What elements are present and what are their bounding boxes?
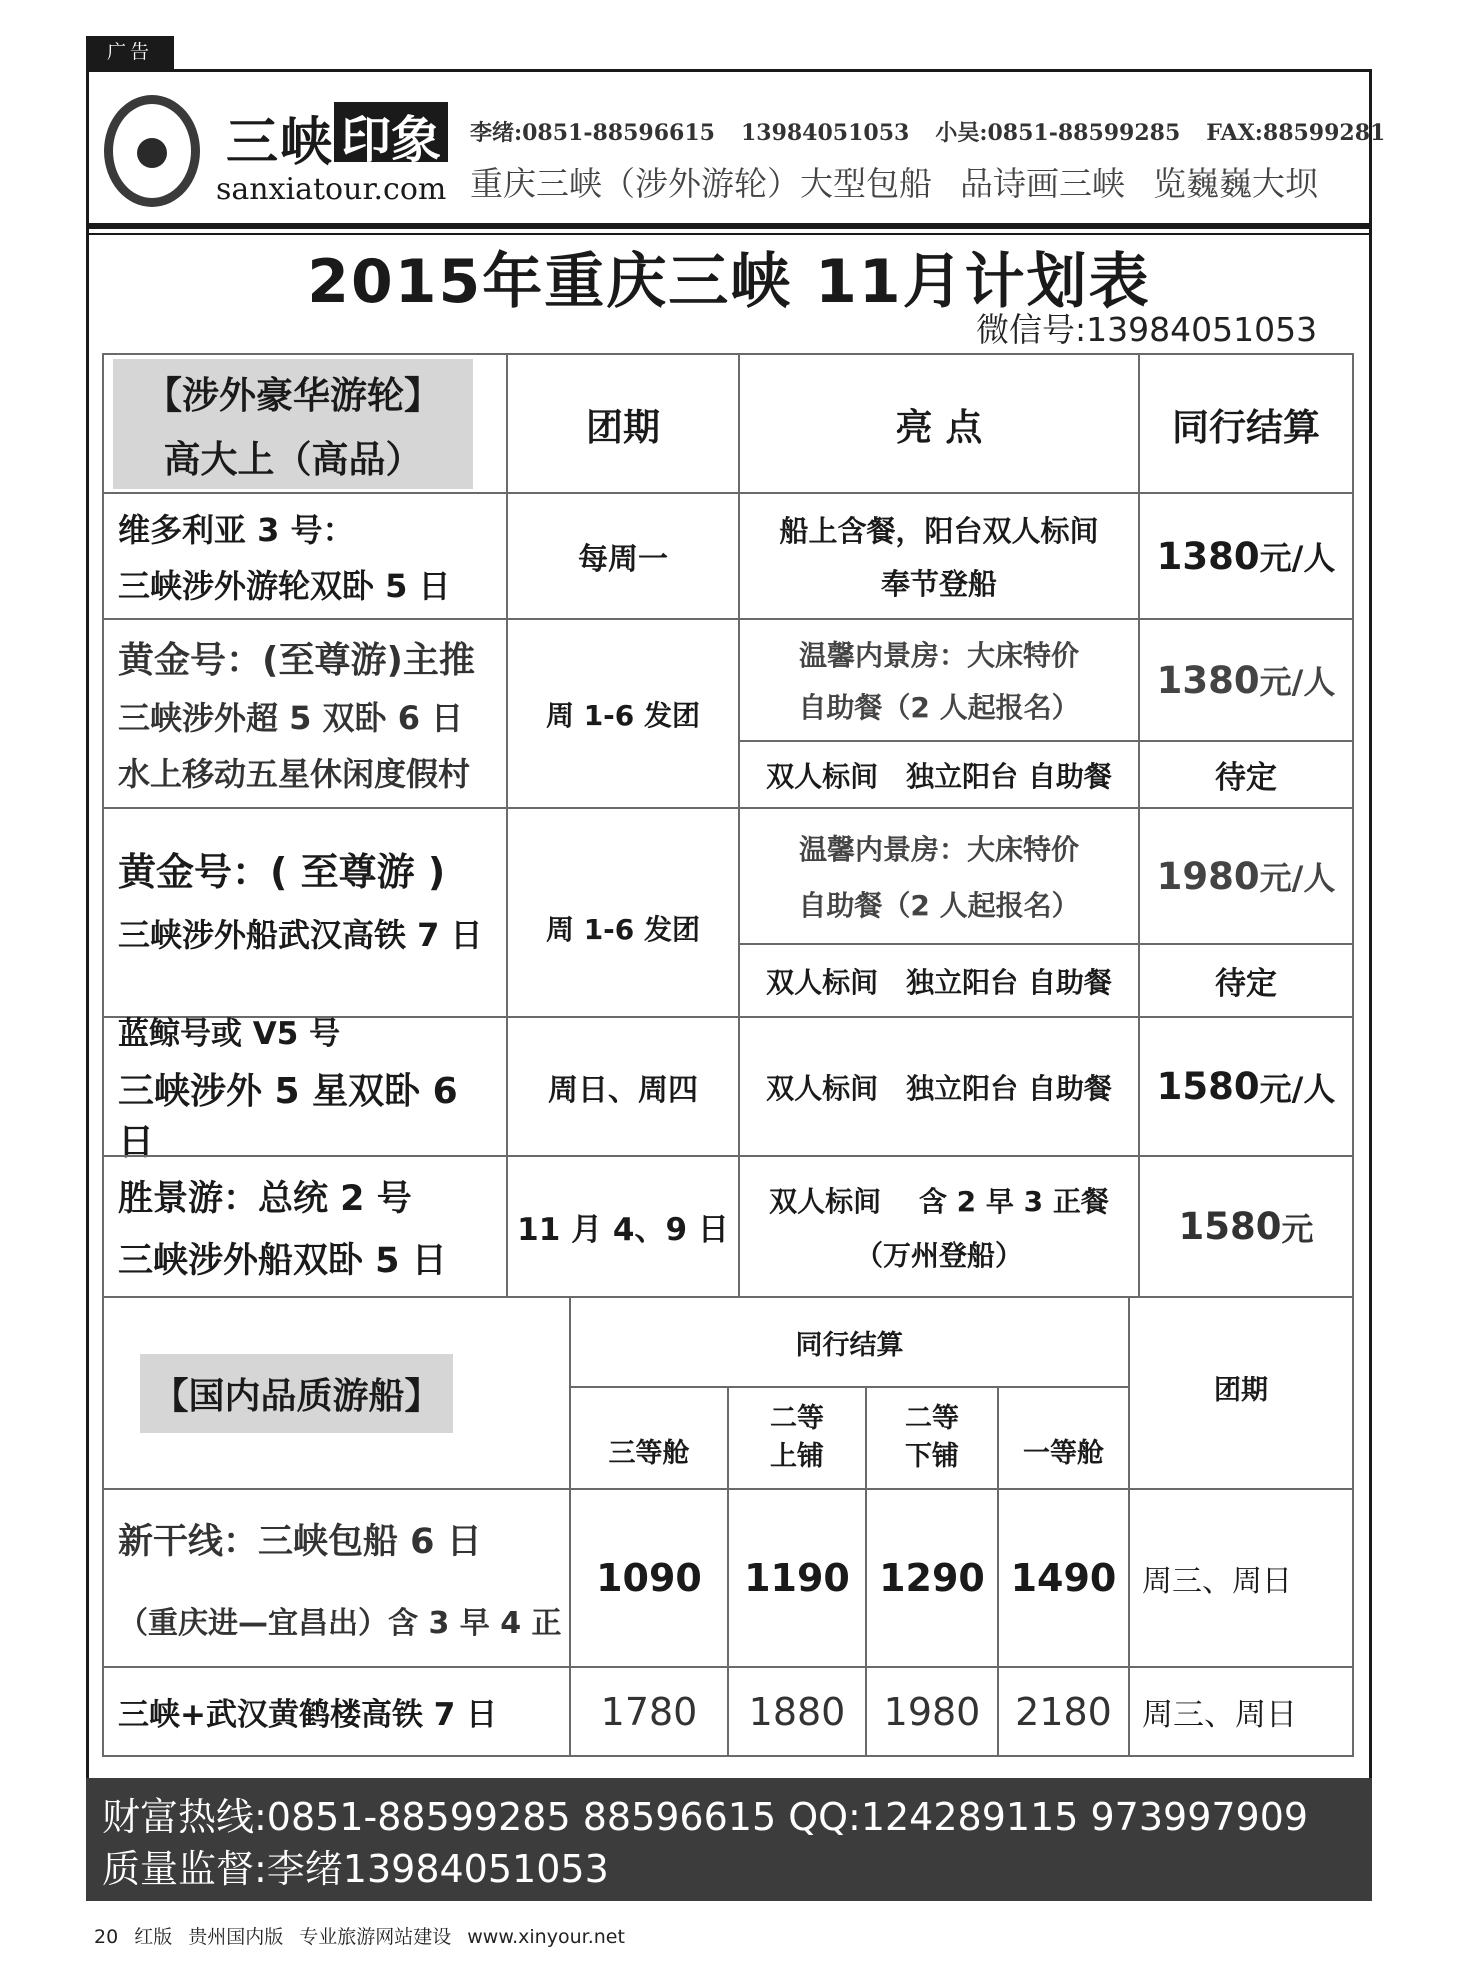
logo-url[interactable]: sanxiatour.com [216,172,447,207]
price-value: 1980 [1156,854,1260,898]
sub-price-cell: 待定 [1138,943,1354,1018]
slogan-item: 重庆三峡（涉外游轮）大型包船 [470,164,932,203]
contact-item: 小吴:0851-88599285 [935,120,1181,146]
contact-line [470,116,1411,147]
highlights-cell [738,1155,1140,1298]
page-number: 20 [94,1926,119,1948]
price-cell [1138,492,1354,620]
price-cell [1138,618,1354,742]
price-cell: 1880 [727,1666,867,1757]
route-name: 新干线：三峡包船 6 日 [118,1522,482,1562]
price-cell: 1980 [865,1666,999,1757]
contact-item: 13984051053 [740,120,910,146]
slogan-line [470,158,1346,205]
price-unit: 元/人 [1259,859,1336,897]
price-unit: 元 [1281,1209,1314,1248]
price-cell [1138,1155,1354,1298]
footer-supervision: 质量监督:李绪13984051053 [102,1847,609,1891]
price-cell: 1490 [997,1488,1130,1668]
price-cell: 1090 [569,1488,729,1668]
route-name: 三峡涉外超 5 双卧 6 日 [118,699,464,737]
price-cell: 1190 [727,1488,867,1668]
page-region: 贵州国内版 [188,1926,284,1948]
dates-cell: 每周一 [506,492,740,620]
page-service: 专业旅游网站建设 [299,1926,452,1948]
dates-cell: 周 1-6 发团 [506,618,740,809]
sub-price-cell: 待定 [1138,740,1354,809]
luxury-section-line1: 【涉外豪华游轮】 [145,373,441,417]
highlights-cell [738,618,1140,742]
price-value: 1380 [1156,658,1260,702]
dates-cell: 11 月 4、9 日 [506,1155,740,1298]
highlights-cell [738,492,1140,620]
ship-name: 黄金号：( 至尊游 ) [118,850,446,894]
col-header-dates: 团期 [506,353,740,494]
table-row [102,492,508,620]
slogan-item: 览巍巍大坝 [1153,164,1318,203]
price-value: 1580 [1156,1065,1260,1108]
highlight-line: 自助餐（2 人起报名） [798,889,1080,922]
highlight-line: 温馨内景房：大床特价 [798,833,1079,866]
col-header-cabin: 三等舱 [569,1386,729,1490]
table-row [102,618,508,809]
table-row [102,807,508,1018]
price-value: 1380 [1156,534,1260,578]
col-header-cabin: 二等 下铺 [865,1386,999,1490]
route-desc: 水上移动五星休闲度假村 [118,755,471,793]
dates-cell: 周 1-6 发团 [506,807,740,1018]
sub-highlights-cell: 双人标间 独立阳台 自助餐 [738,943,1140,1018]
page-edition: 红版 [134,1926,173,1948]
price-unit: 元/人 [1259,1069,1336,1108]
highlights-cell [738,807,1140,945]
footer-band [86,1778,1372,1901]
col-header-domestic-dates: 团期 [1128,1296,1354,1490]
col-header-price-group: 同行结算 [569,1296,1130,1388]
sub-highlights-cell: 双人标间 独立阳台 自助餐 [738,740,1140,809]
highlight-line: （万州登船） [854,1238,1023,1272]
page-title: 2015年重庆三峡 11月计划表 [307,247,1151,317]
dates-cell: 周日、周四 [506,1016,740,1157]
slogan-item: 品诗画三峡 [960,164,1125,203]
highlight-line: 双人标间 含 2 早 3 正餐 [769,1184,1109,1218]
highlight-line: 温馨内景房：大床特价 [798,639,1079,672]
ship-name: 维多利亚 3 号： [118,511,355,549]
route-name: 三峡涉外游轮双卧 5 日 [118,567,451,605]
luxury-section-label [113,359,473,489]
dates-cell: 周三、周日 [1128,1666,1354,1757]
logo-boxed-text: 印象 [341,110,441,169]
contact-item: FAX:88599281 [1206,120,1386,146]
ship-name: 黄金号：(至尊游)主推 [118,640,475,681]
col-header-cabin: 二等 上铺 [727,1386,867,1490]
price-cell: 2180 [997,1666,1130,1757]
footer-hotline: 财富热线:0851-88599285 88596615 QQ:124289115 973997909 [102,1795,1309,1839]
highlight-line: 船上含餐，阳台双人标间 [779,514,1099,548]
header-rule [86,223,1372,229]
ship-name: 蓝鲸号或 V5 号 [118,1016,341,1052]
luxury-section-cell [102,353,508,494]
col-header-cabin: 一等舱 [997,1386,1130,1490]
domestic-section-label: 【国内品质游船】 [140,1354,452,1433]
price-cell: 1780 [569,1666,729,1757]
route-name: 三峡涉外船双卧 5 日 [118,1240,447,1281]
price-cell [1138,807,1354,945]
route-name: 三峡涉外 5 星双卧 6 日 [118,1071,458,1163]
price-unit: 元/人 [1259,663,1336,701]
price-cell: 1290 [865,1488,999,1668]
col-header-price: 同行结算 [1138,353,1354,494]
luxury-section-line2: 高大上（高品） [163,437,423,481]
highlight-line: 奉节登船 [880,567,997,601]
table-row [102,1488,571,1668]
wechat-id: 微信号:13984051053 [976,310,1318,349]
ship-name: 胜景游：总统 2 号 [118,1178,412,1219]
route-desc: （重庆进—宜昌出）含 3 早 4 正 [118,1606,562,1641]
price-unit: 元/人 [1259,539,1336,577]
contact-item: 李绪:0851-88596615 [470,120,715,146]
highlight-line: 自助餐（2 人起报名） [798,691,1080,724]
table-row [102,1016,508,1163]
page-website[interactable]: www.xinyour.net [467,1926,625,1948]
logo-dot-icon [137,138,167,168]
route-name: 三峡+武汉黄鹤楼高铁 7 日 [118,1697,498,1733]
ad-tag: 广告 [86,36,174,69]
table-row [102,1155,508,1298]
page-footer [94,1922,641,1949]
col-header-highlights: 亮 点 [738,353,1140,494]
highlights-cell: 双人标间 独立阳台 自助餐 [738,1016,1140,1157]
price-cell [1138,1016,1354,1157]
logo-text: 三峡 [226,112,335,173]
dates-cell: 周三、周日 [1128,1488,1354,1668]
route-name: 三峡涉外船武汉高铁 7 日 [118,916,483,954]
price-value: 1580 [1178,1205,1282,1248]
table-row [102,1666,571,1757]
domestic-section-cell [102,1296,571,1490]
